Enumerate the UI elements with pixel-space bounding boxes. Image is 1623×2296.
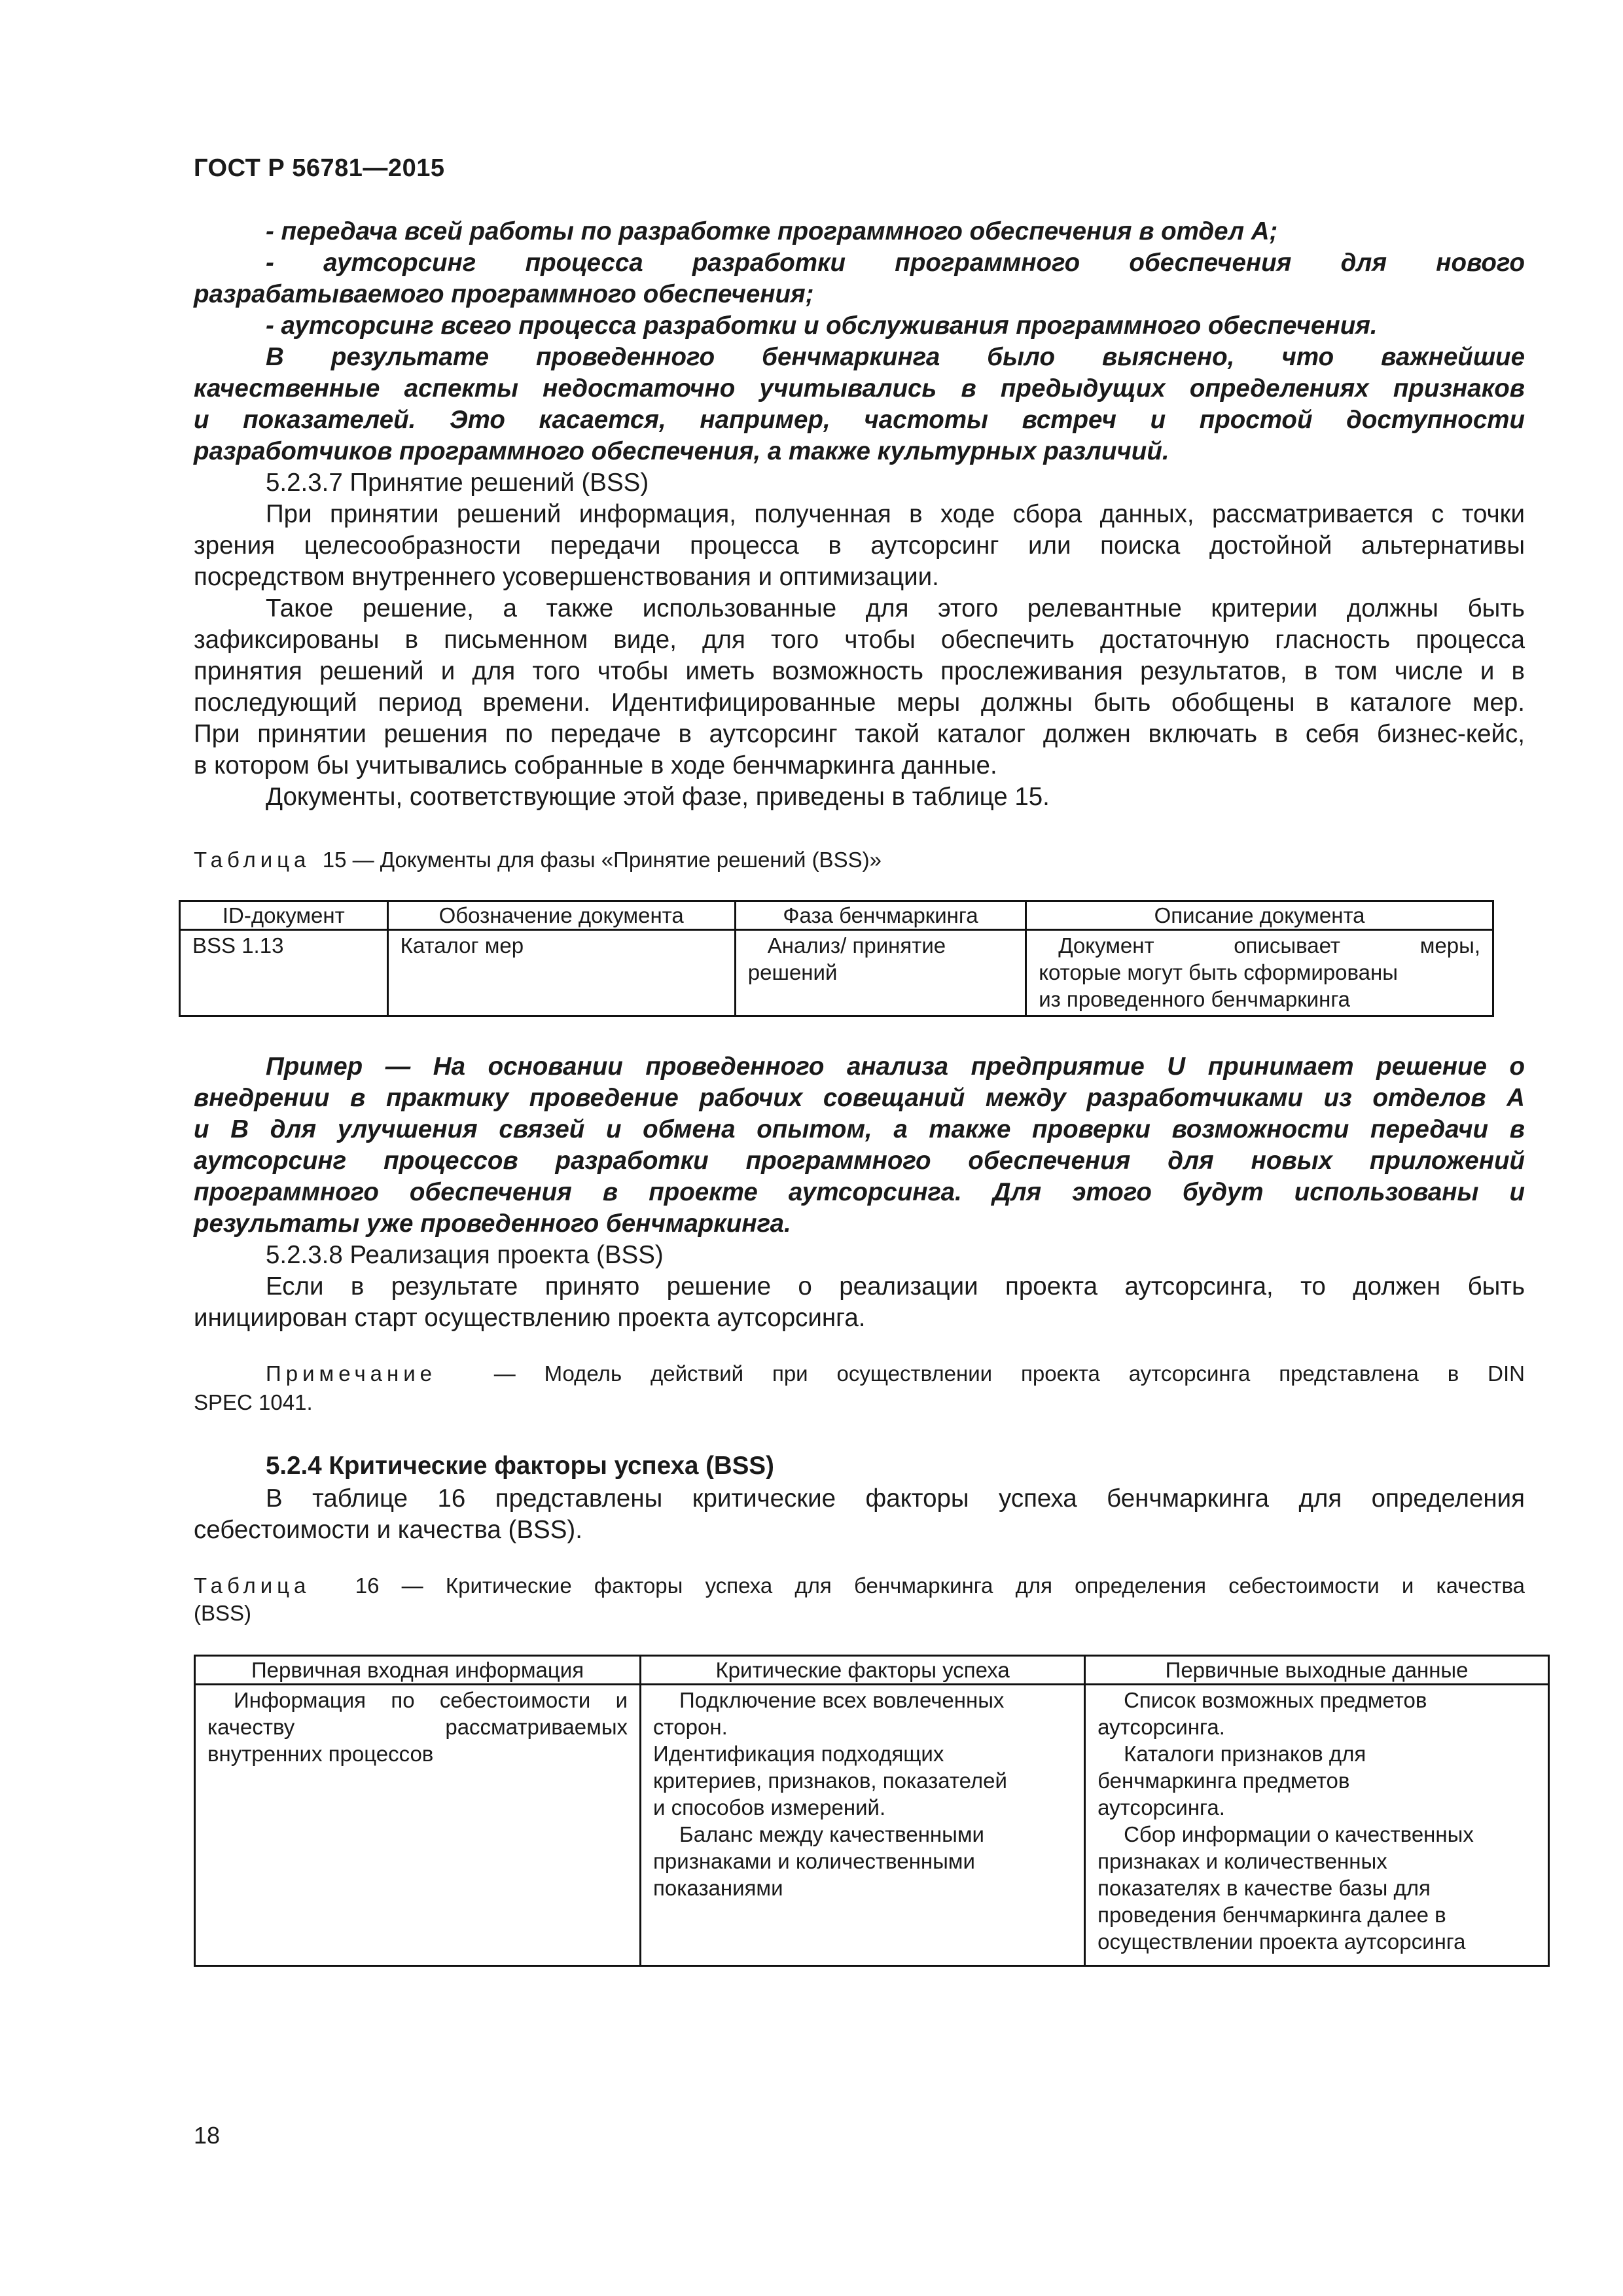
text-line: последующий период времени. Идентифицированные меры должны быть обобщены в каталоге мер. — [194, 689, 1525, 717]
example-line: программного обеспечения в проекте аутсорсинга. Для этого будут использованы и — [194, 1178, 1525, 1206]
text-line: в котором бы учитывались собранные в ходе бенчмаркинга данные. — [194, 751, 997, 780]
note-line-1: Примечание — Модель действий при осуществлении проекта аутсорсинга представлена в DIN — [266, 1361, 1525, 1386]
text-line: и показателей. Это касается, например, частоты встреч и простой доступности — [194, 406, 1525, 434]
text-line: - аутсорсинг процесса разработки программного обеспечения для нового — [266, 249, 1525, 277]
text-line: зафиксированы в письменном виде, для того чтобы обеспечить достаточную гласность процесса — [194, 626, 1525, 654]
text-line: При принятии решения по передаче в аутсорсинг такой каталог должен включать в себя бизнес-кейс, — [194, 720, 1525, 748]
example-line: внедрении в практику проведение рабочих совещаний между разработчиками из отделов А — [194, 1084, 1525, 1112]
example-line: Пример — На основании проведенного анализа предприятие U принимает решение о — [266, 1052, 1525, 1081]
table-row — [180, 930, 1493, 1016]
text-block-1 — [194, 216, 1525, 813]
text-line: качественные аспекты недостаточно учитывались в предыдущих определениях признаков — [194, 374, 1525, 403]
table-row — [195, 1685, 1549, 1966]
text-block-3 — [194, 1483, 1525, 1546]
example-line: результаты уже проведенного бенчмаркинга. — [194, 1210, 791, 1238]
text-line: При принятии решений информация, полученная в ходе сбора данных, рассматривается с точки — [266, 500, 1525, 528]
table-cell: Подключение всех вовлеченных сторон. Идентификация подходящих критериев, признаков, показателей и способов измерений. Баланс между качественными признаками и количественными показаниями — [641, 1685, 1085, 1966]
column-header: Первичные выходные данные — [1085, 1656, 1549, 1685]
text-line: Если в результате принято решение о реализации проекта аутсорсинга, то должен быть — [266, 1272, 1525, 1300]
table-cell: Информация по себестоимости и качеству рассматриваемых внутренних процессов — [195, 1685, 641, 1966]
table-cell: BSS 1.13 — [180, 930, 388, 1016]
text-line: В результате проведенного бенчмаркинга было выяснено, что важнейшие — [266, 343, 1525, 371]
table-15-caption: Таблица 15 — Документы для фазы «Принятие решений (BSS)» — [194, 848, 882, 872]
column-header: Фаза бенчмаркинга — [735, 901, 1026, 930]
text-line: себестоимости и качества (BSS). — [194, 1516, 582, 1544]
column-header: Описание документа — [1026, 901, 1493, 930]
table-header-row — [195, 1656, 1549, 1685]
text-line: В таблице 16 представлены критические факторы успеха бенчмаркинга для определения — [266, 1484, 1525, 1513]
column-header: ID-документ — [180, 901, 388, 930]
column-header: Обозначение документа — [387, 901, 735, 930]
column-header: Первичная входная информация — [195, 1656, 641, 1685]
example-line: и В для улучшения связей и обмена опытом, а также проверки возможности передачи в — [194, 1115, 1525, 1143]
table-cell: Каталог мер — [387, 930, 735, 1016]
table-15 — [179, 900, 1494, 1017]
subsection-heading: 5.2.3.7 Принятие решений (BSS) — [266, 469, 649, 497]
text-block-2 — [194, 1051, 1525, 1334]
subsection-heading: 5.2.3.8 Реализация проекта (BSS) — [266, 1241, 664, 1269]
text-line: - аутсорсинг всего процесса разработки и обслуживания программного обеспечения. — [266, 312, 1378, 340]
text-line: зрения целесообразности передачи процесса в аутсорсинг или поиска достойной альтернативы — [194, 531, 1525, 560]
table-16-caption: Таблица 16 — Критические факторы успеха для бенчмаркинга для определения себестоимости и качества (BSS) — [194, 1573, 1525, 1625]
text-line: инициирован старт осуществлению проекта аутсорсинга. — [194, 1304, 866, 1332]
table-16 — [194, 1655, 1550, 1967]
text-line: Такое решение, а также использованные для этого релевантные критерии должны быть — [266, 594, 1525, 622]
text-line: - передача всей работы по разработке программного обеспечения в отдел А; — [266, 217, 1278, 245]
table-cell: Документ описывает меры, которые могут быть сформированы из проведенного бенчмаркинга — [1026, 930, 1493, 1016]
example-line: аутсорсинг процессов разработки программного обеспечения для новых приложений — [194, 1147, 1525, 1175]
column-header: Критические факторы успеха — [641, 1656, 1085, 1685]
text-line: разрабатываемого программного обеспечения; — [194, 280, 814, 308]
text-line: Документы, соответствующие этой фазе, приведены в таблице 15. — [266, 783, 1050, 811]
text-line: посредством внутреннего усовершенствования и оптимизации. — [194, 563, 939, 591]
section-title: 5.2.4 Критические факторы успеха (BSS) — [266, 1452, 774, 1480]
document-header: ГОСТ Р 56781—2015 — [194, 154, 445, 182]
text-line: принятия решений и для того чтобы иметь возможность прослеживания результатов, в том числе и в — [194, 657, 1525, 685]
table-cell: Список возможных предметов аутсорсинга. Каталоги признаков для бенчмаркинга предметов аутсорсинга. Сбор информации о качественных признаках и количественных показателях в качестве базы для проведения бенчмаркинга далее в осуществлении проекта аутсорсинга — [1085, 1685, 1549, 1966]
text-line: разработчиков программного обеспечения, а также культурных различий. — [194, 437, 1169, 465]
note-line-2: SPEC 1041. — [194, 1390, 313, 1414]
table-cell: Анализ/ принятие решений — [735, 930, 1026, 1016]
page-number: 18 — [194, 2122, 221, 2149]
table-header-row — [180, 901, 1493, 930]
